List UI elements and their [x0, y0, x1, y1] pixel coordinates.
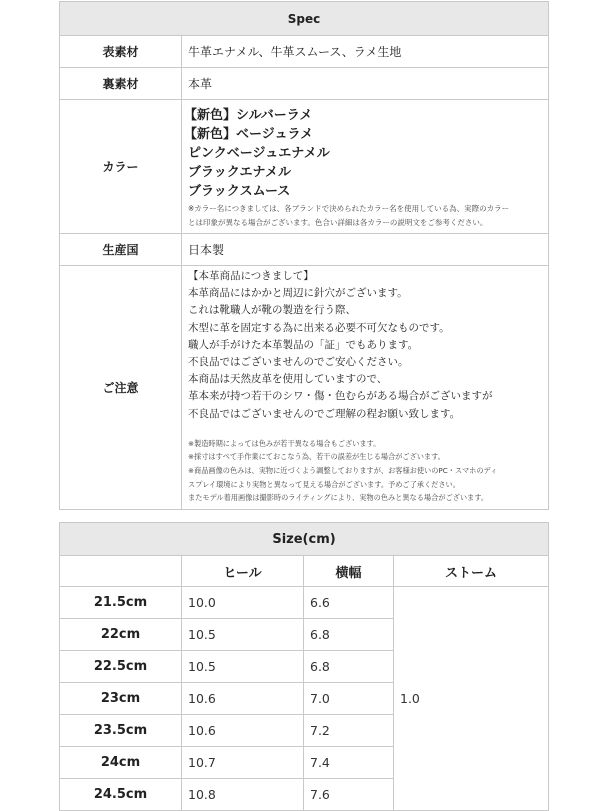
size-cell: 24cm — [60, 747, 182, 779]
width-cell: 7.6 — [304, 779, 394, 811]
caution-line: 不良品ではございませんのでご理解の程お願い致します。 — [188, 407, 461, 420]
color-label: カラー — [60, 100, 182, 234]
size-cell: 23.5cm — [60, 715, 182, 747]
table-row — [60, 587, 549, 619]
heel-cell: 10.5 — [182, 651, 304, 683]
size-title: Size(cm) — [60, 523, 549, 556]
caution-note: ※製造時期によっては色みが若干異なる場合もございます。 — [188, 438, 381, 448]
color-note — [188, 202, 548, 230]
origin-value: 日本製 — [182, 234, 549, 266]
color-list — [184, 101, 548, 233]
caution-label: ご注意 — [60, 266, 182, 510]
spec-row-caution — [60, 266, 549, 510]
lining-label: 裏素材 — [60, 68, 182, 100]
caution-line: これは靴職人が靴の製造を行う際、 — [188, 304, 356, 317]
spec-table — [59, 1, 549, 510]
origin-label: 生産国 — [60, 234, 182, 266]
width-cell: 6.6 — [304, 587, 394, 619]
lining-value: 本革 — [182, 68, 549, 100]
caution-line: 不良品ではございませんのでご安心ください。 — [188, 356, 409, 369]
color-item: ブラックスムース — [188, 183, 291, 199]
spec-title: Spec — [60, 2, 549, 36]
spec-row-color — [60, 100, 549, 234]
spacer — [188, 423, 544, 437]
front-material-label: 表素材 — [60, 36, 182, 68]
size-cell: 22cm — [60, 619, 182, 651]
front-material-value: 牛革エナメル、牛革スムース、ラメ生地 — [182, 36, 549, 68]
size-table — [59, 522, 549, 811]
color-note-line: とは印象が異なる場合がございます。色合い詳細は各カラーの説明文をご参考ください。 — [188, 217, 488, 227]
heel-cell: 10.6 — [182, 715, 304, 747]
size-cell: 21.5cm — [60, 587, 182, 619]
width-cell: 6.8 — [304, 619, 394, 651]
size-cell: 24.5cm — [60, 779, 182, 811]
caution-line: 職人が手がけた本革製品の「証」でもあります。 — [188, 338, 419, 351]
caution-line: 革本来が持つ若干のシワ・傷・色むらがある場合がございますが — [188, 390, 493, 403]
heel-cell: 10.8 — [182, 779, 304, 811]
width-cell: 7.2 — [304, 715, 394, 747]
caution-note: ※商品画像の色みは、実物に近づくよう調整しておりますが、お客様お使いのPC・スマホのディ — [188, 466, 498, 476]
heel-cell: 10.6 — [182, 683, 304, 715]
color-value-cell — [182, 100, 549, 234]
color-item: ブラックエナメル — [188, 164, 291, 180]
spec-row-origin — [60, 234, 549, 266]
caution-line: 本革商品にはかかと周辺に針穴がございます。 — [188, 287, 408, 300]
caution-note: スプレイ環境により実物と異なって見える場合がございます。予めご了承ください。 — [188, 479, 460, 489]
width-cell: 6.8 — [304, 651, 394, 683]
caution-line: 【本革商品につきまして】 — [188, 270, 314, 282]
caution-line: 本商品は天然皮革を使用していますので、 — [188, 373, 388, 386]
size-header-row — [60, 523, 549, 556]
column-header-heel: ヒール — [182, 556, 304, 587]
caution-note: ※採寸はすべて手作業にておこなう為、若干の誤差が生じる場合がございます。 — [188, 452, 445, 462]
spec-row-lining — [60, 68, 549, 100]
size-cell: 22.5cm — [60, 651, 182, 683]
heel-cell: 10.5 — [182, 619, 304, 651]
caution-value-cell — [182, 266, 549, 510]
color-item: ピンクベージュエナメル — [188, 145, 330, 161]
width-cell: 7.0 — [304, 683, 394, 715]
column-header-size — [60, 556, 182, 587]
size-cell: 23cm — [60, 683, 182, 715]
spec-header-row — [60, 2, 549, 36]
color-note-line: ※カラー名につきましては、各ブランドで決められたカラー名を使用している為、実際のカラー — [188, 203, 510, 213]
width-cell: 7.4 — [304, 747, 394, 779]
column-header-stom: ストーム — [394, 556, 549, 587]
heel-cell: 10.0 — [182, 587, 304, 619]
spec-row-front-material — [60, 36, 549, 68]
column-header-width: 横幅 — [304, 556, 394, 587]
color-item: 【新色】シルバーラメ — [184, 107, 313, 123]
size-column-headers — [60, 556, 549, 587]
stom-cell: 1.0 — [394, 587, 549, 811]
heel-cell: 10.7 — [182, 747, 304, 779]
caution-line: 木型に革を固定する為に出来る必要不可欠なものです。 — [188, 321, 450, 334]
color-item: 【新色】ベージュラメ — [184, 126, 314, 142]
caution-note: またモデル着用画像は撮影時のライティングにより、実物の色みと異なる場合がございます。 — [188, 493, 489, 503]
caution-text — [188, 266, 548, 509]
